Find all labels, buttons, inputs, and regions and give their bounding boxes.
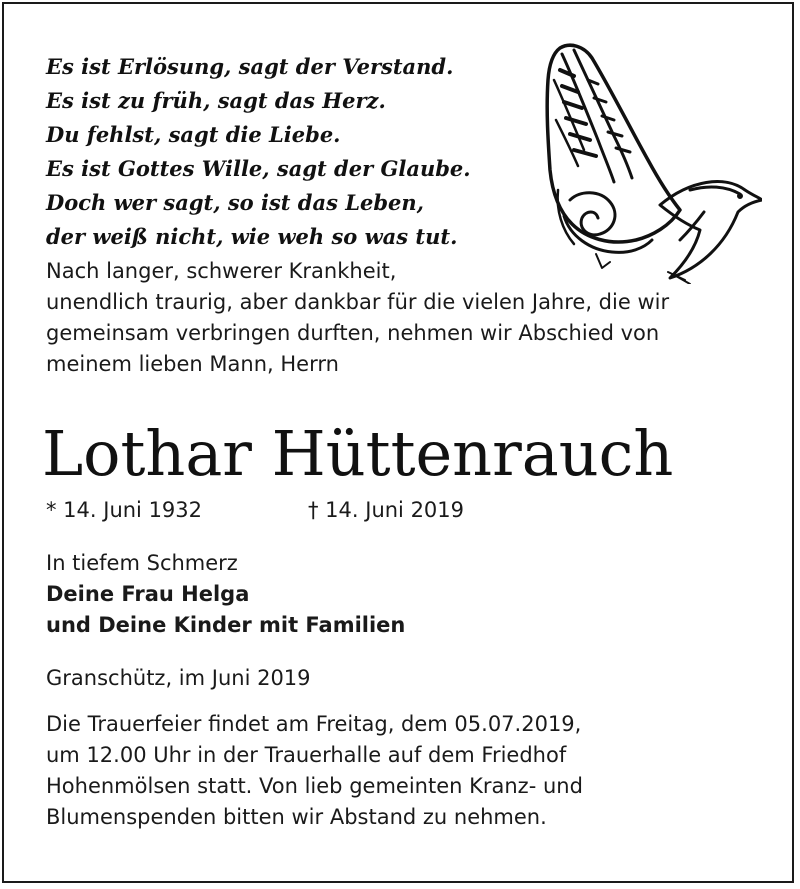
praying-hands-with-dove-icon [540, 40, 762, 284]
place-date: Granschütz, im Juni 2019 [46, 666, 311, 690]
funeral-line: um 12.00 Uhr in der Trauerhalle auf dem Friedhof [46, 743, 567, 767]
mourner-children: und Deine Kinder mit Familien [46, 613, 406, 637]
poem-line: Es ist Erlösung, sagt der Verstand. [46, 54, 454, 79]
poem-line: Es ist zu früh, sagt das Herz. [46, 88, 386, 113]
poem-line: Es ist Gottes Wille, sagt der Glaube. [46, 156, 471, 181]
funeral-details [46, 709, 583, 833]
mourners-lead: In tiefem Schmerz [46, 551, 238, 575]
intro-line: meinem lieben Mann, Herrn [46, 352, 339, 376]
poem-line: Du fehlst, sagt die Liebe. [46, 122, 341, 147]
poem-line: der weiß nicht, wie weh so was tut. [46, 224, 458, 249]
mourner-wife: Deine Frau Helga [46, 582, 250, 606]
funeral-line: Blumenspenden bitten wir Abstand zu nehmen. [46, 805, 547, 829]
intro-text [46, 256, 786, 380]
poem-line: Doch wer sagt, so ist das Leben, [46, 190, 424, 215]
death-date: † 14. Juni 2019 [308, 498, 465, 522]
intro-line: gemeinsam verbringen durften, nehmen wir Abschied von [46, 321, 660, 345]
funeral-line: Die Trauerfeier findet am Freitag, dem 05.07.2019, [46, 712, 582, 736]
intro-line: unendlich traurig, aber dankbar für die vielen Jahre, die wir [46, 290, 670, 314]
deceased-name: Lothar Hüttenrauch [42, 417, 674, 490]
birth-date: * 14. Juni 1932 [46, 498, 203, 522]
funeral-line: Hohenmölsen statt. Von lieb gemeinten Kranz- und [46, 774, 583, 798]
intro-line: Nach langer, schwerer Krankheit, [46, 259, 397, 283]
mourners [46, 548, 405, 641]
poem [46, 50, 471, 254]
